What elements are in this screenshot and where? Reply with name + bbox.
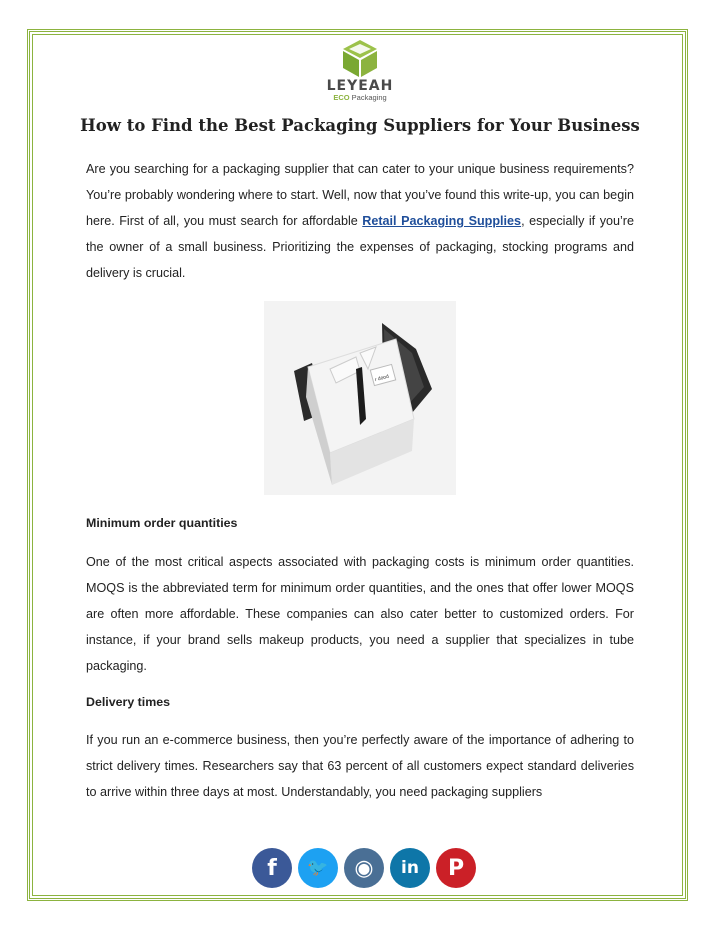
retail-packaging-link[interactable]: Retail Packaging Supplies xyxy=(362,214,522,228)
logo-subtitle: ECO Packaging xyxy=(333,93,387,102)
heading-min-order: Minimum order quantities xyxy=(86,516,238,530)
product-photo xyxy=(264,301,456,495)
min-order-paragraph: One of the most critical aspects associated with packaging costs is minimum order quantities. MOQS is the abbreviated term for minimum order quantities, and the ones that offer lower MOQS are often more affordable. These companies can also cater better to customized orders. For instance, if your brand sells makeup products, you need a supplier that specializes in tube packaging. xyxy=(86,555,634,673)
logo-brand-text: LEYEAH xyxy=(326,78,394,94)
social-icons xyxy=(252,848,476,888)
page-title: How to Find the Best Packaging Suppliers for Your Business xyxy=(80,116,640,135)
svg-text:r dood: r dood xyxy=(374,373,390,384)
facebook-icon[interactable]: f xyxy=(252,848,292,888)
heading-delivery: Delivery times xyxy=(86,695,171,709)
twitter-icon[interactable]: 🐦 xyxy=(298,848,338,888)
shirt-box-illustration xyxy=(264,301,456,495)
delivery-paragraph: If you run an e-commerce business, then you’re perfectly aware of the importance of adhering to strict delivery times. Researchers say that 63 percent of all customers expect standard deliveries to arrive within three days at most. Understandably, you need packaging suppliers xyxy=(86,733,634,799)
brand-logo xyxy=(322,38,398,106)
instagram-icon[interactable]: ◉ xyxy=(344,848,384,888)
intro-paragraph: Are you searching for a packaging supplier that can cater to your unique business requirements? You’re probably wondering where to start. Well, now that you’ve found this write-up, you can begin here. First of all, you must search for affordable Retail Packaging Supplies, especially if you’re the owner of a small business. Prioritizing the expenses of packaging, stocking programs and delivery is crucial. xyxy=(86,162,634,280)
cube-logo-icon xyxy=(340,38,380,78)
linkedin-icon[interactable]: in xyxy=(390,848,430,888)
pinterest-icon[interactable]: P xyxy=(436,848,476,888)
